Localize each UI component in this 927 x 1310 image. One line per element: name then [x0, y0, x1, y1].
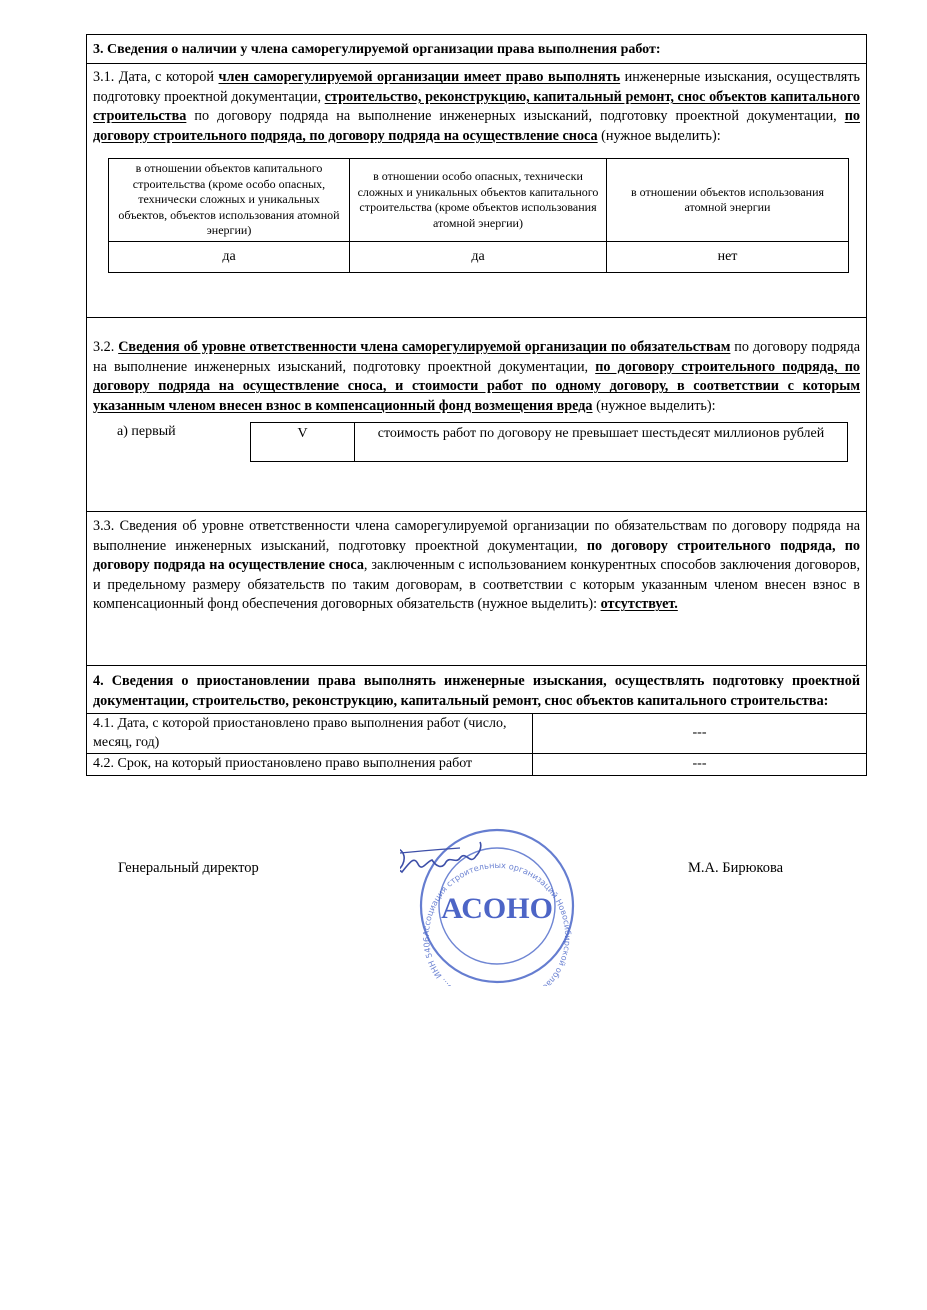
level-text: стоимость работ по договору не превышает шестьдесят миллионов рублей [355, 423, 848, 462]
section-4 [86, 665, 867, 776]
suspension-table [87, 713, 866, 775]
suspension-row-2 [87, 754, 866, 775]
organization-stamp [400, 826, 580, 991]
section-3-1 [86, 63, 867, 317]
stamp-ring-text: Ассоциация строительных организаций Новосибирской обла ... ИНН 5406 [420, 859, 574, 986]
responsibility-level-row [87, 416, 866, 462]
section-3-header [86, 34, 867, 63]
signer-position: Генеральный директор [118, 860, 259, 876]
stamp-center-text: АСОНО [441, 892, 553, 925]
objects-value-capital: да [109, 241, 350, 272]
suspension-value-1: --- [533, 714, 867, 754]
suspension-value-2: --- [533, 754, 867, 775]
objects-header-dangerous: в отношении особо опасных, технически сложных и уникальных объектов капитального строительства (кроме объектов использования атомной энергии) [350, 159, 607, 242]
level-mark: V [251, 423, 355, 462]
objects-header-capital: в отношении объектов капитального строительства (кроме особо опасных, технически сложных и уникальных объектов, объектов использования атомной энергии) [109, 159, 350, 242]
paragraph-3-3: 3.3. Сведения об уровне ответственности члена саморегулируемой организации по обязательствам по договору подряда на выполнение инженерных изысканий, подготовку проектной документации, по договору строительного подряда, по договору подряда на осуществление сноса, заключенным с использованием конкурентных способов заключения договоров, и предельному размеру обязательств по таким договорам, в соответствии с которым указанным членом внесен взнос в компенсационный фонд обеспечения договорных обязательств (нужное выделить): отсутствует. [93, 518, 860, 613]
document-frame [86, 34, 867, 776]
objects-table [108, 158, 849, 273]
level-label: а) первый [117, 424, 176, 440]
objects-value-dangerous: да [350, 241, 607, 272]
paragraph-3-1: 3.1. Дата, с которой член саморегулируемой организации имеет право выполнять инженерные изыскания, осуществлять подготовку проектной документации, строительство, реконструкцию, капитальный ремонт, снос объектов капитального строительства по договору подряда на выполнение инженерных изысканий, подготовку проектной документации, по договору строительного подряда, по договору подряда на осуществление сноса (нужное выделить): [93, 69, 861, 144]
level-table [250, 422, 848, 462]
suspension-label-2: 4.2. Срок, на который приостановлено право выполнения работ [87, 754, 533, 775]
section-3-title: 3. Сведения о наличии у члена саморегулируемой организации права выполнения работ: [93, 42, 661, 57]
objects-header-atomic: в отношении объектов использования атомной энергии [607, 159, 849, 242]
section-3-3 [86, 511, 867, 665]
objects-value-atomic: нет [607, 241, 849, 272]
section-4-title: 4. Сведения о приостановлении права выполнять инженерные изыскания, осуществлять подготовку проектной документации, строительство, реконструкцию, капитальный ремонт, снос объектов капитального строительства: [93, 673, 860, 709]
section-3-2 [86, 317, 867, 511]
suspension-row-1 [87, 714, 866, 754]
suspension-label-1: 4.1. Дата, с которой приостановлено право выполнения работ (число, месяц, год) [87, 714, 533, 754]
signer-name: М.А. Бирюкова [688, 860, 784, 876]
paragraph-3-2: 3.2. Сведения об уровне ответственности члена саморегулируемой организации по обязательствам по договору подряда на выполнение инженерных изысканий, подготовку проектной документации, по договору строительного подряда, по договору подряда на осуществление сноса, и стоимости работ по одному договору, в соответствии с которым указанным членом внесен взнос в компенсационный фонд возмещения вреда (нужное выделить): [93, 339, 860, 414]
